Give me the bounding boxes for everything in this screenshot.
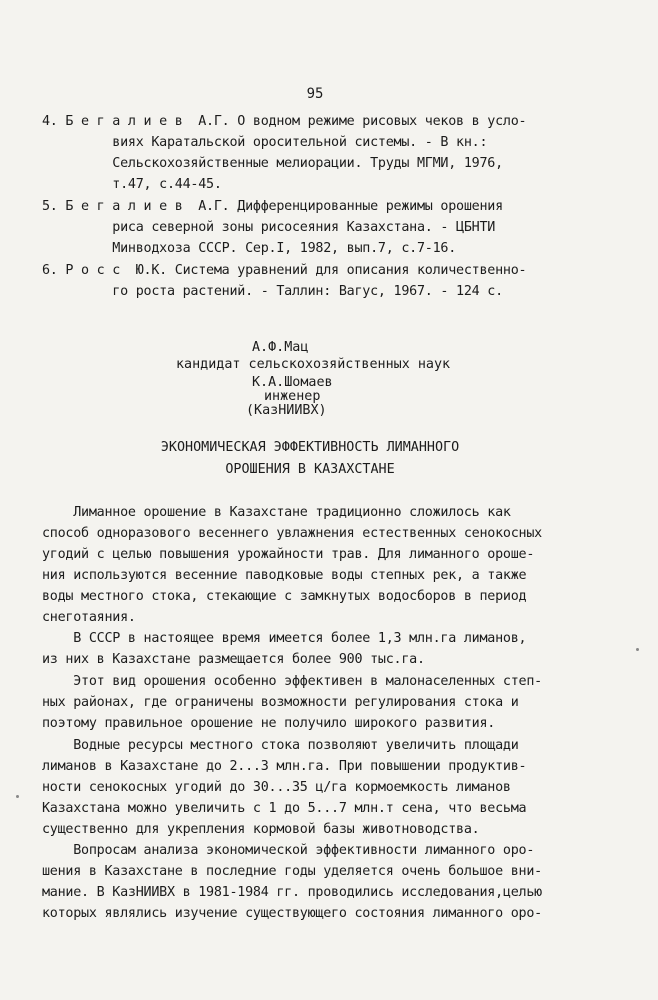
body-line: ния используются весенние паводковые воды степных рек, а также xyxy=(42,568,527,583)
article-title-line: ЭКОНОМИЧЕСКАЯ ЭФФЕКТИВНОСТЬ ЛИМАННОГО xyxy=(160,440,460,455)
body-line: Вопросам анализа экономической эффективности лиманного оро- xyxy=(42,843,535,858)
reference-line: 5. Б е г а л и е в А.Г. Дифференцированные режимы орошения xyxy=(42,199,503,214)
scan-speck xyxy=(16,795,19,798)
body-line: ности сенокосных угодий до 30...35 ц/га кормоемкость лиманов xyxy=(42,780,511,795)
body-line: В СССР в настоящее время имеется более 1,3 млн.га лиманов, xyxy=(42,631,527,646)
body-line: Казахстана можно увеличить с 1 до 5...7 млн.т сена, что весьма xyxy=(42,801,527,816)
author-name: А.Ф.Мац xyxy=(252,340,309,355)
reference-line: риса северной зоны рисосеяния Казахстана. - ЦБНТИ xyxy=(42,220,496,235)
body-line: снеготаяния. xyxy=(42,610,136,625)
body-line: существенно для укрепления кормовой базы животноводства. xyxy=(42,822,480,837)
reference-line: 4. Б е г а л и е в А.Г. О водном режиме рисовых чеков в усло- xyxy=(42,114,527,129)
reference-line: 6. Р о с с Ю.К. Система уравнений для описания количественно- xyxy=(42,263,527,278)
body-line: способ одноразового весеннего увлажнения естественных сенокосных xyxy=(42,526,542,541)
article-title-line: ОРОШЕНИЯ В КАЗАХСТАНЕ xyxy=(225,462,395,477)
author-position: инженер xyxy=(264,389,321,404)
body-line: поэтому правильное орошение не получило широкого развития. xyxy=(42,716,496,731)
page-number: 95 xyxy=(306,86,324,102)
body-line: Водные ресурсы местного стока позволяют увеличить площади xyxy=(42,738,519,753)
author-degree: кандидат сельскохозяйственных наук xyxy=(176,357,451,372)
body-line: из них в Казахстане размещается более 900 тыс.га. xyxy=(42,652,425,667)
reference-line: виях Каратальской оросительной системы. - В кн.: xyxy=(42,135,488,150)
body-line: мание. В КазНИИВХ в 1981-1984 гг. проводились исследования,целью xyxy=(42,885,542,900)
body-line: шения в Казахстане в последние годы уделяется очень большое вни- xyxy=(42,864,542,879)
scan-speck xyxy=(636,648,639,651)
body-line: ных районах, где ограничены возможности регулирования стока и xyxy=(42,695,519,710)
body-line: угодий с целью повышения урожайности трав. Для лиманного ороше- xyxy=(42,547,535,562)
reference-line: Сельскохозяйственные мелиорации. Труды МГМИ, 1976, xyxy=(42,156,503,171)
author-name: К.А.Шомаев xyxy=(252,375,333,390)
body-line: Этот вид орошения особенно эффективен в малонаселенных степ- xyxy=(42,674,542,689)
body-line: воды местного стока, стекающие с замкнутых водосборов в период xyxy=(42,589,527,604)
body-line: лиманов в Казахстане до 2...3 млн.га. При повышении продуктив- xyxy=(42,759,527,774)
reference-line: Минводхоза СССР. Сер.I, 1982, вып.7, с.7-16. xyxy=(42,241,457,256)
reference-line: го роста растений. - Таллин: Вагус, 1967. - 124 с. xyxy=(42,284,503,299)
body-line: Лиманное орошение в Казахстане традиционно сложилось как xyxy=(42,505,511,520)
author-organization: (КазНИИВХ) xyxy=(246,403,327,418)
reference-line: т.47, с.44-45. xyxy=(42,177,222,192)
body-line: которых являлись изучение существующего состояния лиманного оро- xyxy=(42,906,542,921)
